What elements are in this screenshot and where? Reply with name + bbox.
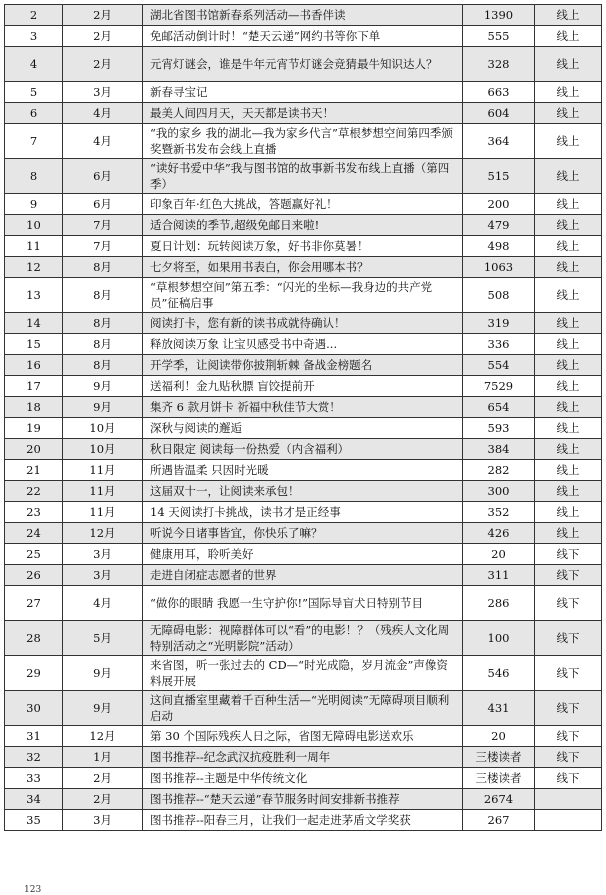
row-number-cell: 6 [5, 103, 63, 124]
row-title-cell: 图书推荐--“楚天云递”春节服务时间安排新书推荐 [143, 789, 463, 810]
row-count-cell: 604 [463, 103, 535, 124]
row-number-cell: 2 [5, 5, 63, 26]
row-number-cell: 29 [5, 656, 63, 691]
activity-table [4, 4, 602, 831]
row-title-cell: 适合阅读的季节,超级免邮日来啦! [143, 215, 463, 236]
row-mode-cell: 线上 [535, 502, 602, 523]
row-mode-cell: 线下 [535, 544, 602, 565]
table-row [5, 656, 602, 691]
row-count-cell: 431 [463, 691, 535, 726]
row-month-cell: 10月 [63, 418, 143, 439]
row-number-cell: 4 [5, 47, 63, 82]
row-title-cell: 集齐 6 款月饼卡 祈福中秋佳节大赏！ [143, 397, 463, 418]
row-number-cell: 25 [5, 544, 63, 565]
row-count-cell: 三楼读者 [463, 747, 535, 768]
table-row [5, 236, 602, 257]
row-count-cell: 三楼读者 [463, 768, 535, 789]
row-number-cell: 28 [5, 621, 63, 656]
row-title-cell: “我的家乡 我的湖北—我为家乡代言”草根梦想空间第四季颁奖暨新书发布会线上直播 [143, 124, 463, 159]
row-count-cell: 663 [463, 82, 535, 103]
row-mode-cell: 线上 [535, 236, 602, 257]
row-number-cell: 20 [5, 439, 63, 460]
row-title-cell: 走进自闭症志愿者的世界 [143, 565, 463, 586]
activity-table-wrapper [4, 4, 601, 831]
row-count-cell: 267 [463, 810, 535, 831]
table-row [5, 460, 602, 481]
row-count-cell: 508 [463, 278, 535, 313]
row-title-cell: 这间直播室里藏着千百种生活—“光明阅读”无障碍项目顺利启动 [143, 691, 463, 726]
table-row [5, 502, 602, 523]
row-count-cell: 336 [463, 334, 535, 355]
row-month-cell: 3月 [63, 810, 143, 831]
row-month-cell: 9月 [63, 376, 143, 397]
row-title-cell: 健康用耳，聆听美好 [143, 544, 463, 565]
table-row [5, 747, 602, 768]
table-row [5, 565, 602, 586]
row-mode-cell [535, 810, 602, 831]
row-number-cell: 31 [5, 726, 63, 747]
row-count-cell: 498 [463, 236, 535, 257]
row-month-cell: 8月 [63, 313, 143, 334]
row-mode-cell: 线上 [535, 47, 602, 82]
row-number-cell: 26 [5, 565, 63, 586]
table-row [5, 481, 602, 502]
table-row [5, 26, 602, 47]
row-title-cell: 夏日计划：玩转阅读万象，好书非你莫暑！ [143, 236, 463, 257]
row-number-cell: 10 [5, 215, 63, 236]
row-mode-cell: 线上 [535, 334, 602, 355]
row-month-cell: 6月 [63, 194, 143, 215]
table-row [5, 523, 602, 544]
row-mode-cell: 线下 [535, 621, 602, 656]
row-mode-cell: 线上 [535, 26, 602, 47]
row-title-cell: “读好书爱中华”我与图书馆的故事新书发布线上直播（第四季） [143, 159, 463, 194]
activity-table-body [5, 5, 602, 831]
row-title-cell: 阅读打卡，您有新的读书成就待确认！ [143, 313, 463, 334]
row-number-cell: 33 [5, 768, 63, 789]
row-number-cell: 16 [5, 355, 63, 376]
row-count-cell: 1390 [463, 5, 535, 26]
row-mode-cell: 线下 [535, 747, 602, 768]
table-row [5, 313, 602, 334]
row-title-cell: 图书推荐--阳春三月，让我们一起走进茅盾文学奖获 [143, 810, 463, 831]
row-mode-cell: 线上 [535, 5, 602, 26]
row-number-cell: 23 [5, 502, 63, 523]
table-row [5, 103, 602, 124]
table-row [5, 82, 602, 103]
row-count-cell: 546 [463, 656, 535, 691]
row-mode-cell: 线下 [535, 691, 602, 726]
row-mode-cell: 线上 [535, 481, 602, 502]
row-title-cell: 最美人间四月天，天天都是读书天！ [143, 103, 463, 124]
table-row [5, 334, 602, 355]
table-row [5, 439, 602, 460]
table-row [5, 5, 602, 26]
table-row [5, 768, 602, 789]
table-row [5, 194, 602, 215]
table-row [5, 124, 602, 159]
row-title-cell: 秋日限定 阅读每一份热爱（内含福利） [143, 439, 463, 460]
row-title-cell: 元宵灯谜会，谁是牛年元宵节灯谜会竞猜最牛知识达人？ [143, 47, 463, 82]
row-number-cell: 18 [5, 397, 63, 418]
row-count-cell: 479 [463, 215, 535, 236]
table-row [5, 691, 602, 726]
row-count-cell: 1063 [463, 257, 535, 278]
row-mode-cell: 线下 [535, 768, 602, 789]
row-count-cell: 100 [463, 621, 535, 656]
row-title-cell: 免邮活动倒计时！“楚天云递”网约书等你下单 [143, 26, 463, 47]
row-title-cell: 听说今日诸事皆宜，你快乐了嘛？ [143, 523, 463, 544]
row-title-cell: 14 天阅读打卡挑战，读书才是正经事 [143, 502, 463, 523]
row-mode-cell: 线上 [535, 215, 602, 236]
row-month-cell: 3月 [63, 565, 143, 586]
row-count-cell: 282 [463, 460, 535, 481]
row-mode-cell: 线上 [535, 523, 602, 544]
row-mode-cell: 线上 [535, 376, 602, 397]
row-count-cell: 384 [463, 439, 535, 460]
row-mode-cell: 线上 [535, 397, 602, 418]
row-count-cell: 426 [463, 523, 535, 544]
row-title-cell: 无障碍电影：视障群体可以“看”的电影！？（残疾人文化周特别活动之“光明影院”活动） [143, 621, 463, 656]
row-number-cell: 5 [5, 82, 63, 103]
table-row [5, 159, 602, 194]
row-title-cell: 印象百年·红色大挑战，答题赢好礼！ [143, 194, 463, 215]
row-number-cell: 15 [5, 334, 63, 355]
row-mode-cell: 线下 [535, 565, 602, 586]
row-mode-cell: 线上 [535, 313, 602, 334]
row-title-cell: 这届双十一，让阅读来承包！ [143, 481, 463, 502]
row-mode-cell: 线上 [535, 439, 602, 460]
row-count-cell: 311 [463, 565, 535, 586]
row-mode-cell: 线上 [535, 460, 602, 481]
table-row [5, 621, 602, 656]
row-number-cell: 34 [5, 789, 63, 810]
row-count-cell: 200 [463, 194, 535, 215]
row-month-cell: 8月 [63, 257, 143, 278]
row-month-cell: 11月 [63, 502, 143, 523]
row-number-cell: 17 [5, 376, 63, 397]
row-count-cell: 555 [463, 26, 535, 47]
row-title-cell: 图书推荐--纪念武汉抗疫胜利一周年 [143, 747, 463, 768]
row-month-cell: 8月 [63, 278, 143, 313]
row-mode-cell [535, 789, 602, 810]
row-title-cell: “做你的眼睛 我愿一生守护你!”国际导盲犬日特别节目 [143, 586, 463, 621]
footer-mark: 123 [24, 885, 42, 895]
row-month-cell: 7月 [63, 236, 143, 257]
row-number-cell: 27 [5, 586, 63, 621]
row-month-cell: 5月 [63, 621, 143, 656]
table-row [5, 47, 602, 82]
table-row [5, 789, 602, 810]
row-month-cell: 12月 [63, 726, 143, 747]
row-count-cell: 2674 [463, 789, 535, 810]
row-title-cell: 送福利！金九贴秋膘 盲饺提前开 [143, 376, 463, 397]
row-number-cell: 24 [5, 523, 63, 544]
row-month-cell: 2月 [63, 47, 143, 82]
row-mode-cell: 线上 [535, 82, 602, 103]
row-number-cell: 8 [5, 159, 63, 194]
row-title-cell: 湖北省图书馆新春系列活动—书香伴读 [143, 5, 463, 26]
row-month-cell: 12月 [63, 523, 143, 544]
row-title-cell: 七夕将至，如果用书表白，你会用哪本书？ [143, 257, 463, 278]
row-number-cell: 19 [5, 418, 63, 439]
row-month-cell: 11月 [63, 460, 143, 481]
row-title-cell: 来省图，听一张过去的 CD—“时光成隐，岁月流金”声像资料展开展 [143, 656, 463, 691]
row-number-cell: 22 [5, 481, 63, 502]
row-month-cell: 8月 [63, 355, 143, 376]
row-month-cell: 3月 [63, 82, 143, 103]
table-row [5, 544, 602, 565]
row-count-cell: 352 [463, 502, 535, 523]
row-mode-cell: 线上 [535, 159, 602, 194]
row-mode-cell: 线上 [535, 103, 602, 124]
row-count-cell: 20 [463, 726, 535, 747]
row-count-cell: 554 [463, 355, 535, 376]
row-mode-cell: 线上 [535, 278, 602, 313]
row-number-cell: 13 [5, 278, 63, 313]
row-number-cell: 30 [5, 691, 63, 726]
row-title-cell: 所遇皆温柔 只因时光暖 [143, 460, 463, 481]
row-number-cell: 14 [5, 313, 63, 334]
row-count-cell: 20 [463, 544, 535, 565]
row-month-cell: 11月 [63, 481, 143, 502]
row-month-cell: 9月 [63, 656, 143, 691]
row-month-cell: 7月 [63, 215, 143, 236]
row-month-cell: 9月 [63, 397, 143, 418]
table-row [5, 397, 602, 418]
table-row [5, 586, 602, 621]
row-number-cell: 35 [5, 810, 63, 831]
row-month-cell: 1月 [63, 747, 143, 768]
row-number-cell: 7 [5, 124, 63, 159]
row-title-cell: 第 30 个国际残疾人日之际，省图无障碍电影送欢乐 [143, 726, 463, 747]
table-row [5, 257, 602, 278]
row-month-cell: 4月 [63, 103, 143, 124]
row-month-cell: 3月 [63, 544, 143, 565]
row-mode-cell: 线上 [535, 355, 602, 376]
row-count-cell: 319 [463, 313, 535, 334]
row-count-cell: 300 [463, 481, 535, 502]
row-number-cell: 21 [5, 460, 63, 481]
table-row [5, 726, 602, 747]
row-month-cell: 4月 [63, 124, 143, 159]
row-title-cell: 释放阅读万象 让宝贝感受书中奇遇... [143, 334, 463, 355]
row-month-cell: 9月 [63, 691, 143, 726]
row-month-cell: 2月 [63, 5, 143, 26]
row-count-cell: 515 [463, 159, 535, 194]
row-title-cell: 开学季，让阅读带你披荆斩棘 备战金榜题名 [143, 355, 463, 376]
row-count-cell: 654 [463, 397, 535, 418]
row-title-cell: 新春寻宝记 [143, 82, 463, 103]
row-number-cell: 3 [5, 26, 63, 47]
row-mode-cell: 线上 [535, 194, 602, 215]
row-number-cell: 12 [5, 257, 63, 278]
row-count-cell: 286 [463, 586, 535, 621]
row-month-cell: 10月 [63, 439, 143, 460]
row-month-cell: 2月 [63, 789, 143, 810]
table-row [5, 355, 602, 376]
table-row [5, 418, 602, 439]
row-month-cell: 2月 [63, 26, 143, 47]
row-title-cell: “草根梦想空间”第五季：“闪光的坐标—我身边的共产党员”征稿启事 [143, 278, 463, 313]
row-mode-cell: 线下 [535, 656, 602, 691]
row-title-cell: 图书推荐--主题是中华传统文化 [143, 768, 463, 789]
row-count-cell: 7529 [463, 376, 535, 397]
row-count-cell: 328 [463, 47, 535, 82]
row-month-cell: 4月 [63, 586, 143, 621]
row-month-cell: 6月 [63, 159, 143, 194]
row-count-cell: 364 [463, 124, 535, 159]
row-mode-cell: 线上 [535, 418, 602, 439]
table-row [5, 810, 602, 831]
table-row [5, 278, 602, 313]
row-mode-cell: 线下 [535, 726, 602, 747]
row-mode-cell: 线上 [535, 124, 602, 159]
row-month-cell: 8月 [63, 334, 143, 355]
row-mode-cell: 线下 [535, 586, 602, 621]
row-number-cell: 11 [5, 236, 63, 257]
row-title-cell: 深秋与阅读的邂逅 [143, 418, 463, 439]
table-row [5, 215, 602, 236]
row-number-cell: 32 [5, 747, 63, 768]
row-number-cell: 9 [5, 194, 63, 215]
row-month-cell: 2月 [63, 768, 143, 789]
table-row [5, 376, 602, 397]
row-mode-cell: 线上 [535, 257, 602, 278]
row-count-cell: 593 [463, 418, 535, 439]
